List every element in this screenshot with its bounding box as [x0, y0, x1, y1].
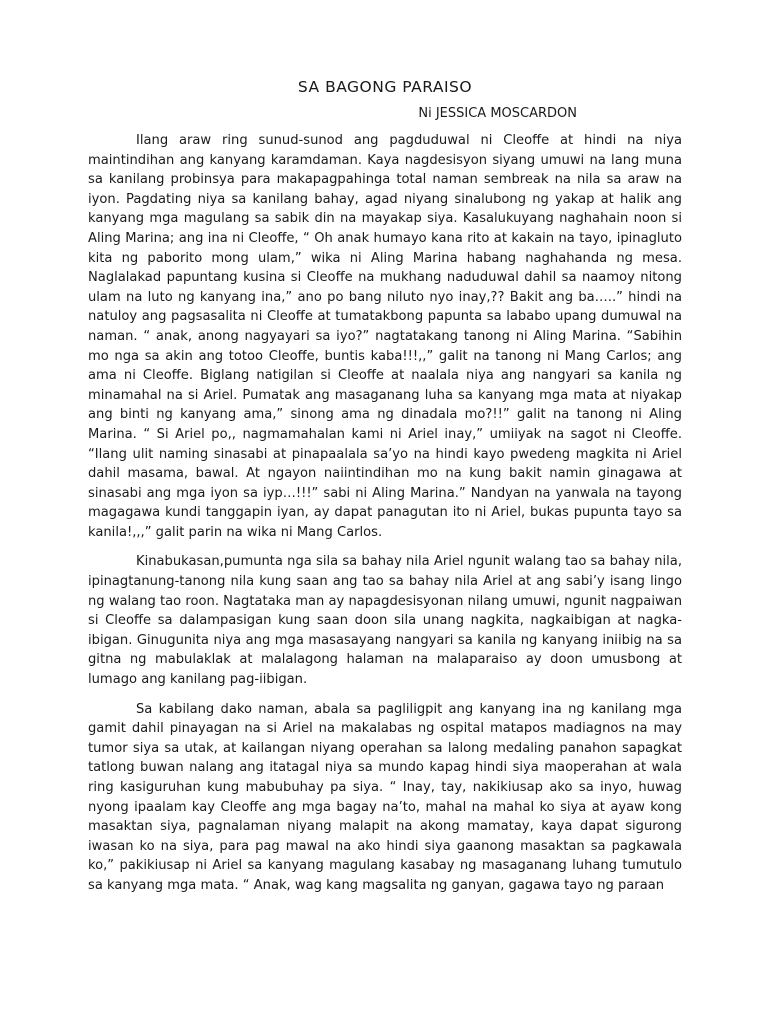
body-paragraph-2: Kinabukasan,pumunta nga sila sa bahay nila Ariel ngunit walang tao sa bahay nila, ipinagtanung-tanong nila kung saan ang tao sa bahay nila Ariel at ang sabi’y isang lingo ng walang tao roon. Nagtataka man ay napagdesisyonan nilang umuwi, ngunit nagpaiwan si Cleoffe sa dalampasigan kung saan doon sila unang nagkita, nagkaibigan at nagka-ibigan. Ginugunita niya ang mga masasayang nangyari sa kanila ng kanyang iniibig na sa gitna ng mabulaklak at malalagong halaman na malaparaiso ay doon umusbong at lumago ang kanilang pag-iibigan. [88, 554, 682, 688]
document-title: SA BAGONG PARAISO [297, 78, 473, 96]
document-author: Ni JESSICA MOSCARDON [418, 106, 577, 121]
body-paragraph-1: Ilang araw ring sunud-sunod ang pagduduwal ni Cleoffe at hindi na niya maintindihan ang kanyang karamdaman. Kaya nagdesisyon siyang umuwi na lang muna sa kanilang probinsya para makapagpahinga total naman sembreak na nila sa araw na iyon. Pagdating niya sa kanilang bahay, agad niyang sinalubong ng yakap at halik ang kanyang mga magulang sa sabik din na mayakap siya. Kasalukuyang naghahain noon si Aling Marina; ang ina ni Cleoffe, “ Oh anak humayo kana rito at kakain na tayo, ipinagluto kita ng paborito mong ulam,” wika ni Aling Marina habang naghahanda ng mesa. Naglalakad papuntang kusina si Cleoffe na mukhang naduduwal dahil sa naamoy nitong ulam na luto ng kanyang ina,” ano po bang niluto nyo inay,?? Bakit ang ba…..” hindi na natuloy ang pagsasalita ni Cleoffe at tumatakbong papunta sa lababo upang dumuwal na naman. “ anak, anong nagyayari sa iyo?” nagtatakang tanong ni Aling Marina. “Sabihin mo nga sa akin ang totoo Cleoffe, buntis kaba!!!,,” galit na tanong ni Mang Carlos; ang ama ni Cleoffe. Biglang natigilan si Cleoffe at naalala niya ang nangyari sa kanila ng minamahal na si Ariel. Pumatak ang masaganang luha sa kanyang mga mata at niyakap ang binti ng kanyang ama,” sinong ama ng dinadala mo?!!” galit na tanong ni Aling Marina. “ Si Ariel po,, nagmamahalan kami ni Ariel inay,” umiiyak na sagot ni Cleoffe. “Ilang ulit naming sinasabi at pinapaalala sa’yo na hindi kayo pwedeng magkita ni Ariel dahil masama, bawal. At ngayon naiintindihan mo na kung bakit namin ginagawa at sinasabi ang mga iyon sa iyp…!!!” sabi ni Aling Marina.” Nandyan na yanwala na tayong magagawa kundi tanggapin iyan, ay dapat panagutan ito ni Ariel, bukas pupunta tayo sa kanila!,,,” galit parin na wika ni Mang Carlos. [88, 133, 682, 540]
document-page [88, 78, 682, 906]
body-paragraph-3: Sa kabilang dako naman, abala sa pagliligpit ang kanyang ina ng kanilang mga gamit dahil pinayagan na si Ariel na makalabas ng ospital matapos madiagnos na may tumor siya sa utak, at kailangan niyang operahan sa lalong medaling panahon sapagkat tatlong buwan nalang ang itatagal niya sa mundo kapag hindi siya maoperahan at wala ring kasiguruhan kung mabubuhay pa siya. “ Inay, tay, nakikiusap ako sa inyo, huwag nyong ipaalam kay Cleoffe ang mga bagay na’to, mahal na mahal ko siya at ayaw kong masaktan siya, pagnalaman niyang malapit na akong mamatay, kaya dapat sigurong iwasan ko na siya, para pag mawal na ako hindi siya gaanong masaktan sa pagkawala ko,” pakikiusap ni Ariel sa kanyang magulang kasabay ng masaganang luhang tumutulo sa kanyang mga mata. “ Anak, wag kang magsalita ng ganyan, gagawa tayo ng paraan [88, 701, 682, 893]
